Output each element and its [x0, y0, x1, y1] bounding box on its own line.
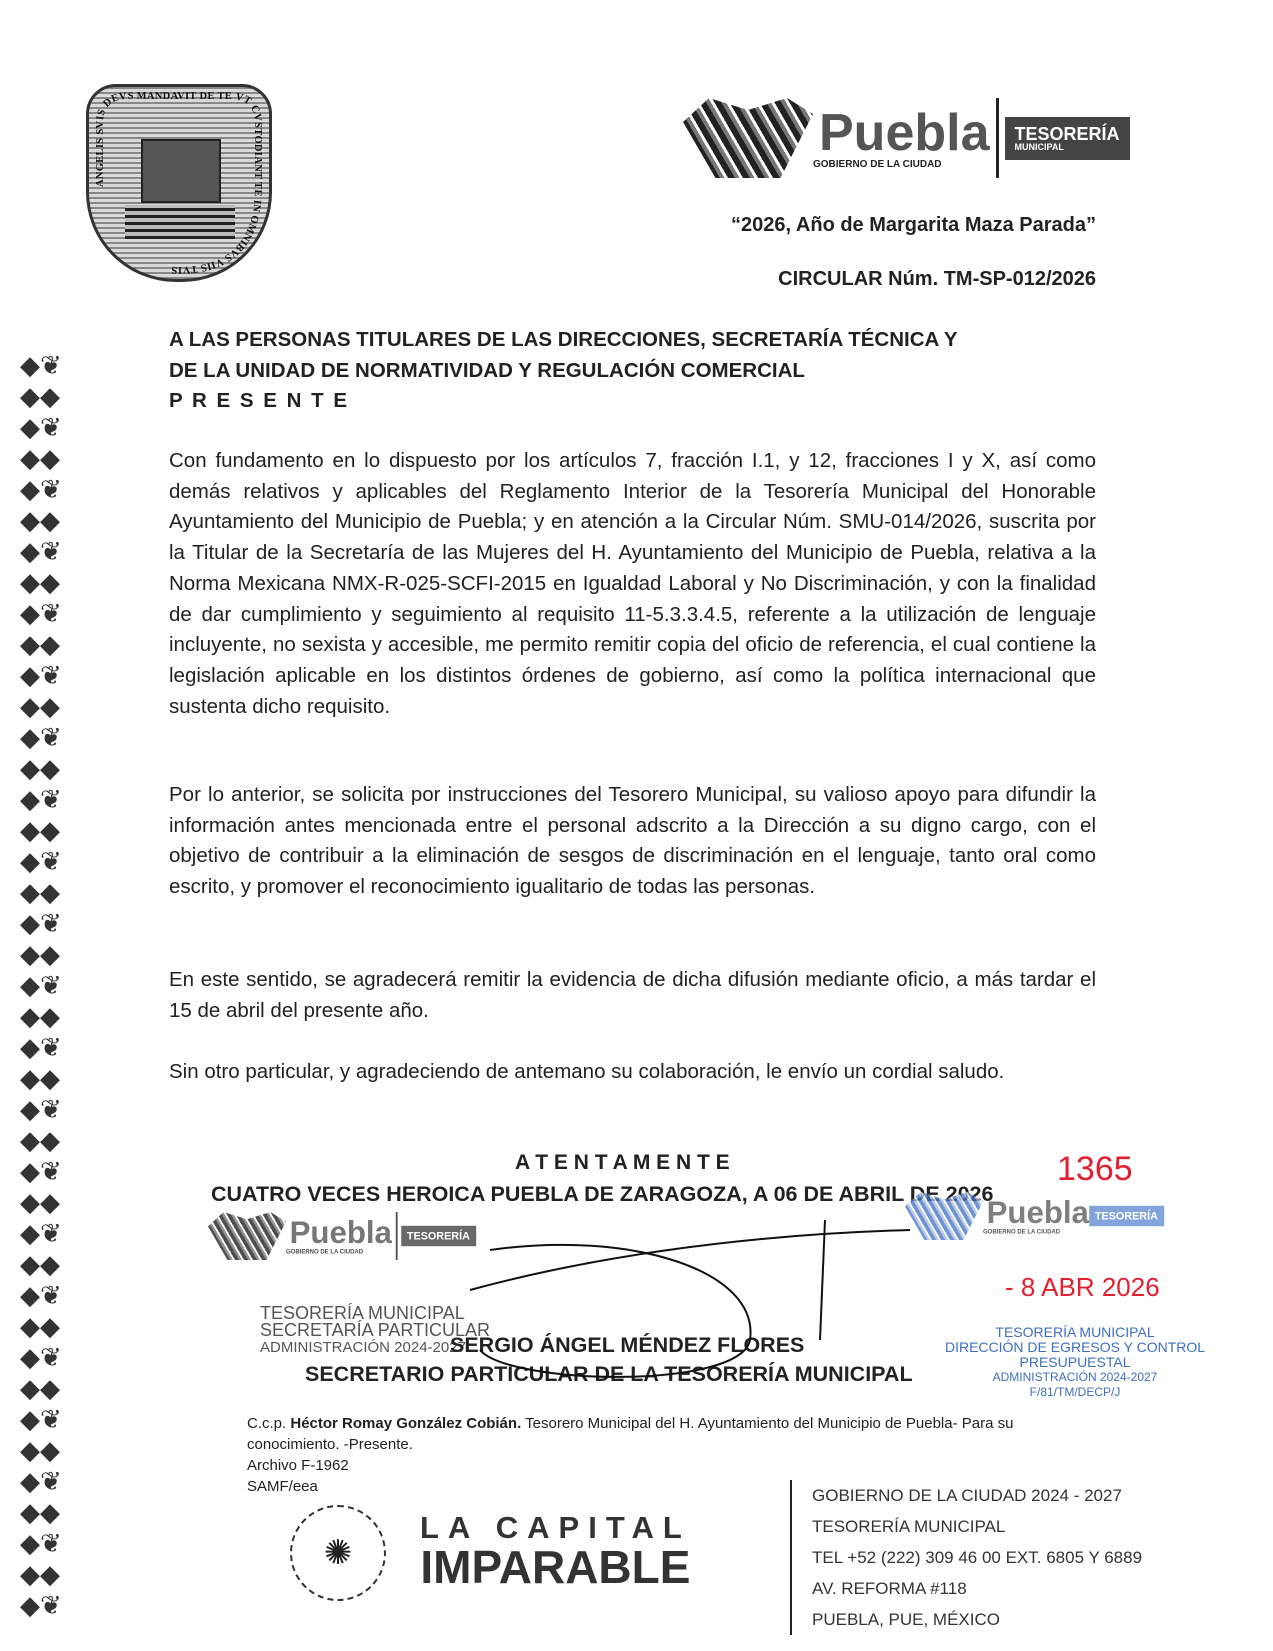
- svg-text:ANGELIS SVIS DEVS MANDAVIT DE: [95, 91, 263, 275]
- addressee-line: DE LA UNIDAD DE NORMATIVIDAD Y REGULACIÓN COMERCIAL: [169, 358, 805, 382]
- circular-number: CIRCULAR Núm. TM-SP-012/2026: [778, 268, 1096, 290]
- place-date: CUATRO VECES HEROICA PUEBLA DE ZARAGOZA, A 06 DE ABRIL DE 2026: [211, 1182, 994, 1206]
- carbon-copy: C.c.p. Héctor Romay González Cobián. Tesorero Municipal del H. Ayuntamiento del Municipio de Puebla- Para su conocimiento. -Presente. Archivo F-1962 SAMF/eea: [247, 1413, 1097, 1497]
- logo-sub: GOBIERNO DE LA CIUDAD: [813, 158, 942, 170]
- body-paragraph-1: Con fundamento en lo dispuesto por los artículos 7, fracción I.1, y 12, fracciones I y X, así como demás relativos y aplicables del Reglamento Interior de la Tesorería Municipal del Honorable Ayuntamiento del Municipio de Puebla; y en atención a la Circular Núm. SMU-014/2026, suscrita por la Titular de la Secretaría de las Mujeres del H. Ayuntamiento del Municipio de Puebla, relativa a la Norma Mexicana NMX-R-025-SCFI-2015 en Igualdad Laboral y No Discriminación, y con la finalidad de dar cumplimiento y seguimiento al requisito 11-5.3.3.4.5, referente a la utilización de lenguaje incluyente, no sexista y accesible, me permito remitir copia del oficio de referencia, el cual contiene la legislación aplicable en los distintos órdenes de gobierno, así como la política internacional que sustenta dicho requisito.: [169, 449, 1096, 718]
- stamp-received-date: - 8 ABR 2026: [1005, 1272, 1160, 1302]
- puebla-tesoreria-logo: [683, 98, 1130, 178]
- decorative-left-border: ◆❦ ◆◆ ◆❦ ◆◆ ◆❦ ◆◆ ◆❦ ◆◆ ◆❦ ◆◆ ◆❦ ◆◆ ◆❦ ◆◆ ◆❦ ◆◆ ◆❦ ◆◆ ◆❦ ◆◆ ◆❦ ◆◆ ◆❦ ◆◆ ◆❦ ◆◆ ◆❦ ◆◆ ◆❦ ◆◆ ◆❦ ◆◆ ◆❦ ◆◆ ◆❦ ◆◆ ◆❦ ◆◆ ◆❦ ◆◆ ◆❦: [20, 350, 62, 1620]
- body-paragraph-4: Sin otro particular, y agradeciendo de antemano su colaboración, le envío un cordial saludo.: [169, 1060, 1005, 1083]
- crest-motto-ring: [89, 87, 269, 279]
- year-motto: “2026, Año de Margarita Maza Parada”: [731, 214, 1096, 236]
- addressee-line: P R E S E N T E: [169, 389, 349, 412]
- initials: SAMF/eea: [247, 1478, 318, 1495]
- logo-tesoreria: TESORERÍA MUNICIPAL: [1005, 117, 1130, 160]
- logo-word: Puebla: [819, 103, 990, 162]
- closing-atentamente: A T E N T A M E N T E: [515, 1151, 730, 1174]
- addressee-line: A LAS PERSONAS TITULARES DE LAS DIRECCIONES, SECRETARÍA TÉCNICA Y: [169, 328, 958, 351]
- city-crest-logo: [86, 84, 272, 282]
- footer-contact: GOBIERNO DE LA CIUDAD 2024 - 2027 TESORERÍA MUNICIPAL TEL +52 (222) 309 46 00 EXT. 6805 Y 6889 AV. REFORMA #118 PUEBLA, PUE, MÉXICO: [790, 1480, 1142, 1635]
- stamp-right-text: TESORERÍA MUNICIPAL DIRECCIÓN DE EGRESOS Y CONTROL PRESUPUESTAL ADMINISTRACIÓN 2024-2027 F/81/TM/DECP/J: [944, 1324, 1206, 1399]
- stamp-right-logo: Puebla GOBIERNO DE LA CIUDAD TESORERÍA: [905, 1192, 1164, 1240]
- handwritten-signature: [430, 1190, 930, 1390]
- signer-name: SERGIO ÁNGEL MÉNDEZ FLORES: [450, 1333, 805, 1357]
- stamp-left-text: TESORERÍA MUNICIPAL SECRETARÍA PARTICULAR ADMINISTRACIÓN 2024-2027: [260, 1303, 491, 1356]
- stamp-left-logo: Puebla GOBIERNO DE LA CIUDAD TESORERÍA: [208, 1212, 476, 1260]
- logo-artwork: [683, 98, 813, 178]
- signer-title: SECRETARIO PARTICULAR DE LA TESORERÍA MUNICIPAL: [305, 1362, 913, 1386]
- body-paragraph-3: En este sentido, se agradecerá remitir la evidencia de dicha difusión mediante oficio, a más tardar el 15 de abril del presente año.: [169, 968, 1096, 1022]
- igualdad-laboral-seal: ✺: [290, 1505, 386, 1601]
- la-capital-imparable-logo: LA CAPITAL IMPARABLE: [420, 1510, 691, 1593]
- archive-reference: Archivo F-1962: [247, 1457, 349, 1474]
- crest-motto: ANGELIS SVIS DEVS MANDAVIT DE TE VT CVSTODIANT TE IN OMNIBVS VIIS TVIS: [95, 90, 264, 276]
- body-paragraph-2: Por lo anterior, se solicita por instrucciones del Tesorero Municipal, su valioso apoyo para difundir la información antes mencionada entre el personal adscrito a la Dirección a su digno cargo, con el objetivo de contribuir a la eliminación de sesgos de discriminación en el lenguaje, tanto oral como escrito, y promover el reconocimiento igualitario de todas las personas.: [169, 783, 1096, 899]
- stamp-folio-number: 1365: [1057, 1150, 1133, 1188]
- addressee: [169, 325, 958, 417]
